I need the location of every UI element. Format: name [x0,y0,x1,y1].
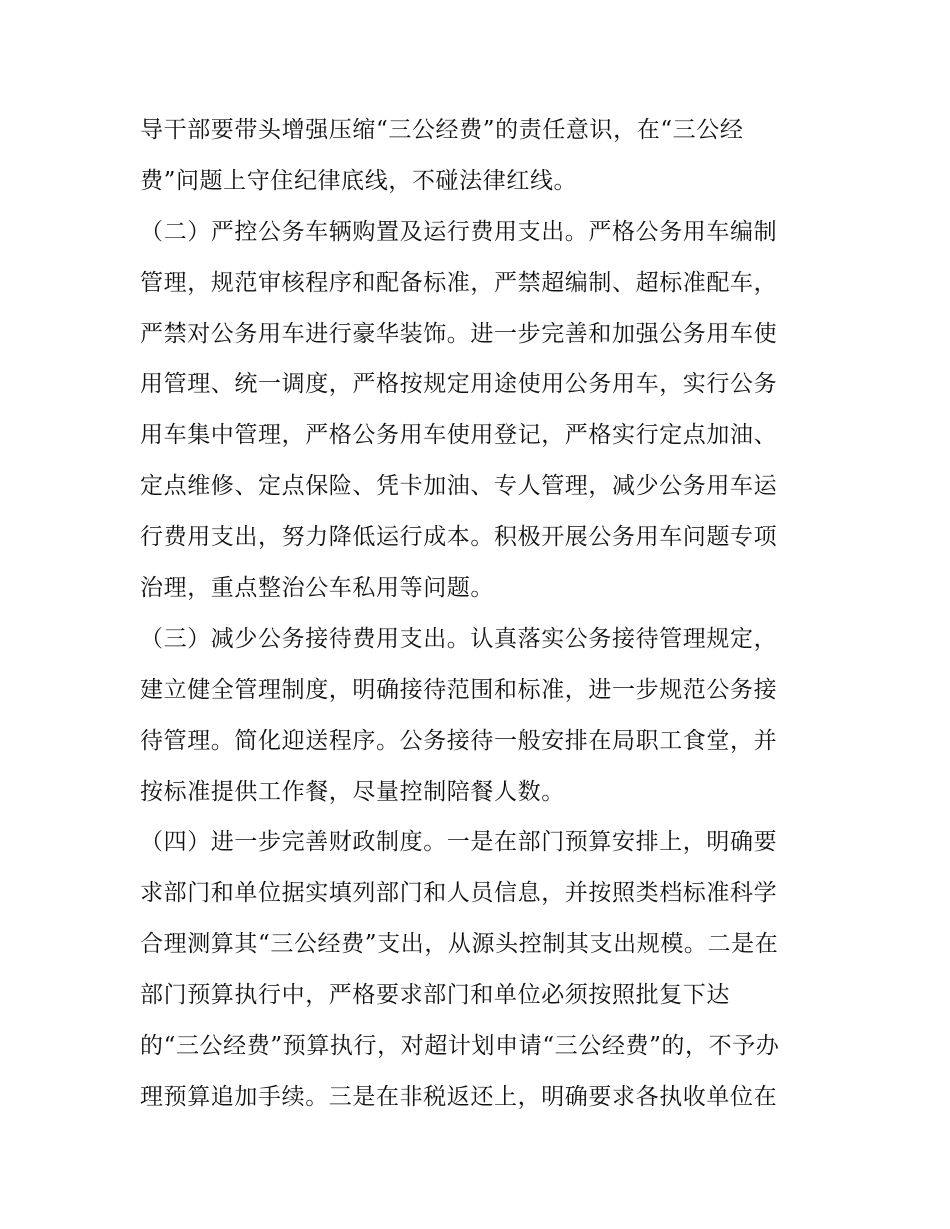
text-line: 治理，重点整治公车私用等问题。 [140,575,494,602]
text-line: 建立健全管理制度，明确接待范围和标准，进一步规范公务接 [140,676,778,703]
section-heading-line: （二）严控公务车辆购置及运行费用支出。严格公务用车编制 [140,218,778,245]
text-line: 待管理。简化迎送程序。公务接待一般安排在局职工食堂，并 [140,727,778,754]
body-text [140,111,820,1129]
text-line: 导干部要带头增强压缩“三公经费”的责任意识，在“三公经 [140,117,744,143]
text-line: 严禁对公务用车进行豪华装饰。进一步完善和加强公务用车使 [140,320,778,347]
text-line: 求部门和单位据实填列部门和人员信息，并按照类档标准科学 [140,880,778,907]
text-line: 行费用支出，努力降低运行成本。积极开展公务用车问题专项 [140,524,778,551]
text-line: 部门预算执行中，严格要求部门和单位必须按照批复下达 [140,982,730,1009]
text-line: 按标准提供工作餐，尽量控制陪餐人数。 [140,778,565,805]
text-line: 理预算追加手续。三是在非税返还上，明确要求各执收单位在 [140,1083,778,1110]
text-line: 的“三公经费”预算执行，对超计划申请“三公经费”的，不予办 [140,1033,780,1060]
text-line: 用管理、统一调度，严格按规定用途使用公务用车，实行公务 [140,371,778,398]
text-line: 合理测算其“三公经费”支出，从源头控制其支出规模。二是在 [140,931,779,958]
text-line: 定点维修、定点保险、凭卡加油、专人管理，减少公务用车运 [140,473,778,500]
text-line: 费”问题上守住纪律底线，不碰法律红线。 [140,167,578,194]
text-line: 用车集中管理，严格公务用车使用登记，严格实行定点加油、 [140,422,778,449]
section-heading-line: （四）进一步完善财政制度。一是在部门预算安排上，明确要 [140,829,778,856]
text-line: 管理，规范审核程序和配备标准，严禁超编制、超标准配车， [140,269,778,296]
section-heading-line: （三）减少公务接待费用支出。认真落实公务接待管理规定， [140,625,778,652]
